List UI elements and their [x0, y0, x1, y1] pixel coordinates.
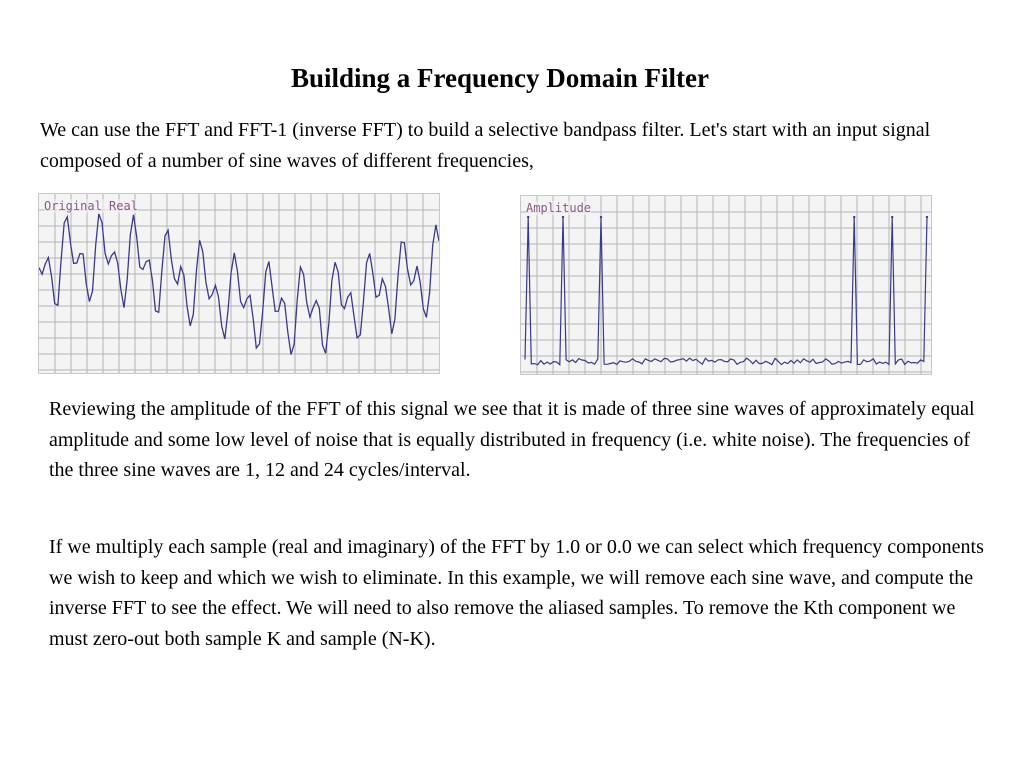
original-real-plot	[39, 194, 439, 373]
amplitude-explanation-paragraph: Reviewing the amplitude of the FFT of this signal we see that it is made of three sine waves of approximately equal amplitude and some low level of noise that is equally distributed in frequency (i.e. white noise). The frequencies of the three sine waves are 1, 12 and 24 cycles/interval.	[49, 398, 975, 481]
intro-paragraph: We can use the FFT and FFT-1 (inverse FFT) to build a selective bandpass filter. Let's start with an input signal composed of a number of sine waves of different frequencies,	[40, 119, 931, 172]
original-real-chart	[38, 193, 440, 374]
amplitude-peak-bin-12	[562, 216, 564, 218]
original-real-series-line	[39, 214, 439, 355]
amplitude-peak-bin-127	[926, 216, 928, 218]
filter-method-paragraph: If we multiply each sample (real and imaginary) of the FFT by 1.0 or 0.0 we can select which frequency components we wish to keep and which we wish to eliminate. In this example, we will remove each sine wave, and compute the inverse FFT to see the effect. We will need to also remove the aliased samples. To remove the Kth component we must zero-out both sample K and sample (N-K).	[49, 536, 984, 650]
amplitude-chart	[520, 195, 932, 375]
amplitude-peak-bin-104	[853, 216, 855, 218]
amplitude-plot	[521, 196, 931, 374]
amplitude-label: Amplitude	[526, 201, 592, 215]
amplitude-peak-bin-116	[891, 216, 893, 218]
amplitude-peak-bin-1	[527, 216, 529, 218]
original-real-label: Original Real	[44, 199, 138, 213]
amplitude-grid	[521, 196, 931, 374]
amplitude-peak-bin-24	[600, 216, 602, 218]
slide-title: Building a Frequency Domain Filter	[290, 63, 709, 93]
